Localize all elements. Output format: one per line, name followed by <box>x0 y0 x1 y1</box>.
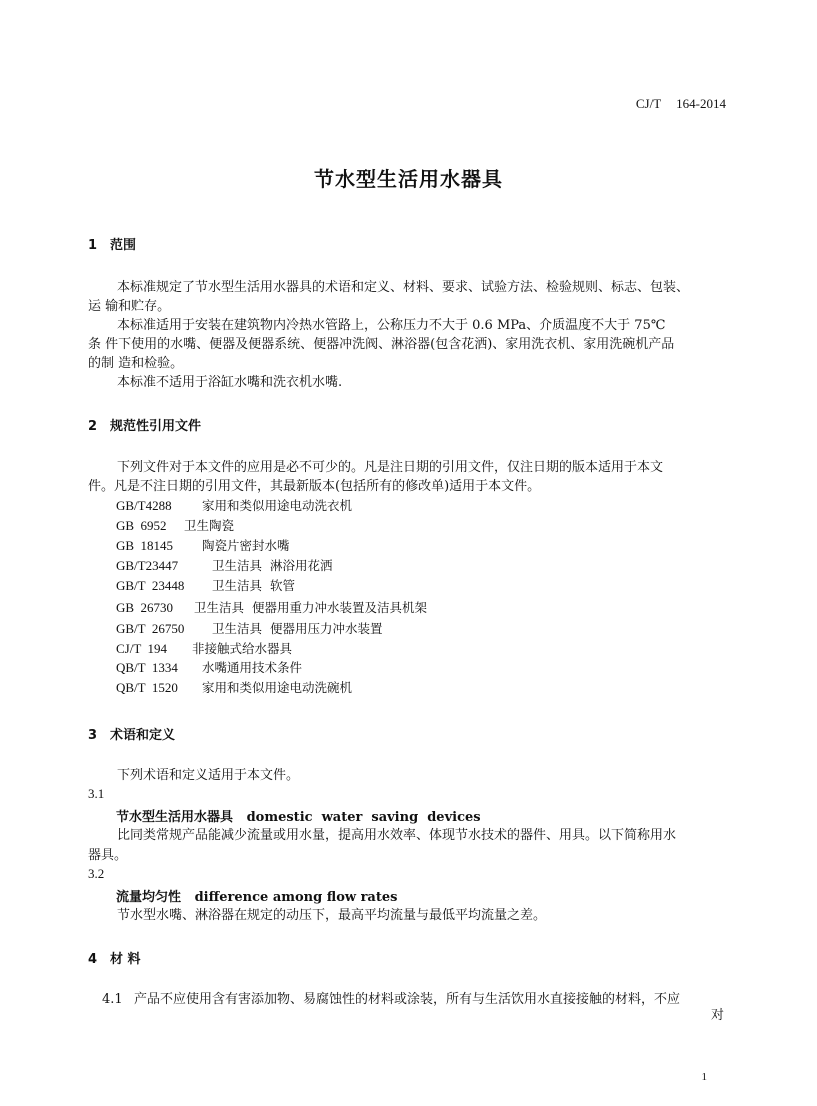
section-1-heading <box>88 234 136 253</box>
reference-name: 家用和类似用途电动洗衣机 <box>202 498 353 513</box>
normative-reference <box>116 576 295 594</box>
normative-reference <box>116 516 234 534</box>
term-number: 3.2 <box>88 866 105 881</box>
section-title: 材 料 <box>110 952 141 967</box>
reference-code: GB 26730 <box>116 600 174 615</box>
reference-code: QB/T 1334 <box>116 660 178 675</box>
clause-4-1-line-1 <box>102 990 680 1009</box>
section-4-heading <box>88 948 141 967</box>
reference-name: 陶瓷片密封水嘴 <box>202 538 290 553</box>
term-definition-line: 比同类常规产品能减少流量或用水量，提高用水效率、体现节水技术的器件、用具。以下简称用水 <box>117 828 677 843</box>
reference-name: 家用和类似用途电动洗碗机 <box>202 680 353 695</box>
reference-code: GB/T23447 <box>116 558 179 573</box>
section-number: 3 <box>88 728 98 743</box>
s1-line-4: 条 件下使用的水嘴、便器及便器系统、便器冲洗阀、淋浴器(包含花洒)、家用洗衣机、家用洗碗机产品 <box>88 337 675 352</box>
section-number: 2 <box>88 419 98 434</box>
standard-code: CJ/T 164-2014 <box>635 96 726 111</box>
normative-reference <box>116 658 302 676</box>
normative-reference <box>116 678 352 696</box>
reference-name: 卫生洁具 便器用重力冲水装置及洁具机架 <box>194 600 427 615</box>
clause-number: 4.1 <box>102 992 123 1007</box>
section-title: 规范性引用文件 <box>110 419 202 434</box>
s1-line-3: 本标准适用于安装在建筑物内冷热水管路上，公称压力不大于 0.6 MPa、介质温度不大于 75℃ <box>117 318 666 333</box>
term-number: 3.1 <box>88 786 105 801</box>
reference-name: 卫生洁具 便器用压力冲水装置 <box>212 621 383 636</box>
term-definition-line: 器具。 <box>88 848 128 863</box>
clause-4-1-line-2: 对 <box>711 1008 725 1023</box>
section-number: 4 <box>88 952 98 967</box>
s2-intro-line-2: 件。凡是不注日期的引用文件，其最新版本(包括所有的修改单)适用于本文件。 <box>88 479 541 494</box>
normative-reference <box>116 598 427 616</box>
reference-code: GB 6952 <box>116 518 167 533</box>
reference-code: CJ/T 194 <box>116 641 168 656</box>
s1-line-5: 的制 造和检验。 <box>88 356 184 371</box>
s1-line-1: 本标准规定了节水型生活用水器具的术语和定义、材料、要求、试验方法、检验规则、标志、包装、 <box>117 280 690 295</box>
normative-reference <box>116 639 292 657</box>
section-3-heading <box>88 724 175 743</box>
reference-name: 非接触式给水器具 <box>192 641 293 656</box>
page-number: 1 <box>701 1071 707 1083</box>
reference-code: GB/T 23448 <box>116 578 185 593</box>
section-2-heading <box>88 415 201 434</box>
term-definition-line: 节水型水嘴、淋浴器在规定的动压下，最高平均流量与最低平均流量之差。 <box>117 908 547 923</box>
s3-intro: 下列术语和定义适用于本文件。 <box>117 768 300 783</box>
section-number: 1 <box>88 238 98 253</box>
section-title: 术语和定义 <box>110 728 176 743</box>
section-title: 范围 <box>110 238 137 253</box>
reference-code: QB/T 1520 <box>116 680 178 695</box>
reference-name: 水嘴通用技术条件 <box>202 660 303 675</box>
reference-code: GB 18145 <box>116 538 174 553</box>
reference-name: 卫生洁具 淋浴用花洒 <box>212 558 333 573</box>
reference-code: GB/T 26750 <box>116 621 185 636</box>
normative-reference <box>116 496 352 514</box>
normative-reference <box>116 536 290 554</box>
s1-line-6: 本标准不适用于浴缸水嘴和洗衣机水嘴. <box>117 375 343 390</box>
normative-reference <box>116 619 382 637</box>
s1-line-2: 运 输和贮存。 <box>88 299 171 314</box>
clause-text: 产品不应使用含有害添加物、易腐蚀性的材料或涂装，所有与生活饮用水直接接触的材料，不应 <box>134 992 681 1007</box>
reference-code: GB/T4288 <box>116 498 172 513</box>
reference-name: 卫生洁具 软管 <box>212 578 295 593</box>
reference-name: 卫生陶瓷 <box>184 518 235 533</box>
term-title: 流量均匀性 difference among flow rates <box>116 890 398 905</box>
s2-intro-line-1: 下列文件对于本文件的应用是必不可少的。凡是注日期的引用文件，仅注日期的版本适用于本文 <box>117 460 664 475</box>
normative-reference <box>116 556 332 574</box>
term-title: 节水型生活用水器具 domestic water saving devices <box>116 810 481 825</box>
document-title: 节水型生活用水器具 <box>314 167 503 191</box>
